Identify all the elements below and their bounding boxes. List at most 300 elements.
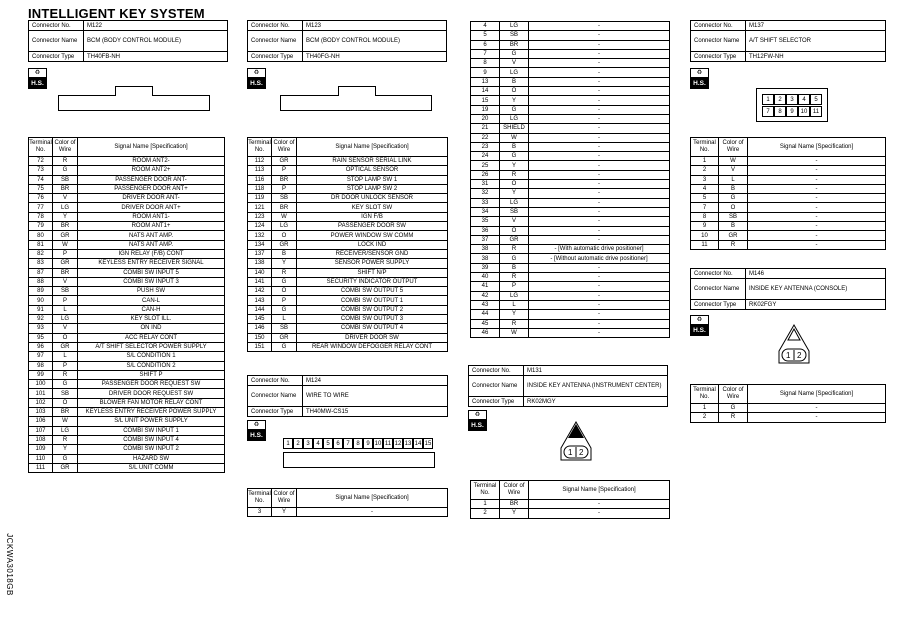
table-row <box>248 508 448 517</box>
terminal-no-cell: 22 <box>471 133 500 142</box>
pin-row-top <box>762 94 822 105</box>
signal-name-cell: - <box>529 22 670 31</box>
table-row <box>248 222 448 231</box>
wire-color-cell: GR <box>500 235 529 244</box>
table-row <box>471 300 670 309</box>
terminal-no-cell: 92 <box>29 315 53 324</box>
terminal-no-cell: 42 <box>471 291 500 300</box>
signal-name-cell: COMBI SW INPUT 4 <box>78 435 225 444</box>
table-row <box>471 207 670 216</box>
pin-label: 3 <box>786 94 798 105</box>
terminal-no-cell: 89 <box>29 287 53 296</box>
terminal-no-cell: 21 <box>471 124 500 133</box>
connector-info-m122 <box>28 20 228 62</box>
terminal-no-cell: 32 <box>471 189 500 198</box>
table-row <box>691 203 886 212</box>
terminal-no-cell: 19 <box>471 105 500 114</box>
terminal-no-cell: 142 <box>248 287 272 296</box>
signal-name-cell: STOP LAMP SW 2 <box>297 184 448 193</box>
terminal-no-cell: 6 <box>471 40 500 49</box>
wire-color-cell: P <box>272 166 297 175</box>
wire-color-cell: GR <box>53 342 78 351</box>
pin-table-m124-continued <box>470 21 670 338</box>
wire-color-cell: O <box>500 226 529 235</box>
wire-color-cell: V <box>53 277 78 286</box>
wire-color-cell: GR <box>719 231 748 240</box>
signal-name-cell: - <box>529 189 670 198</box>
table-row <box>29 445 225 454</box>
signal-name-cell: SENSOR POWER SUPPLY <box>297 259 448 268</box>
table-row <box>471 217 670 226</box>
signal-name-cell: IGN F/B <box>297 212 448 221</box>
signal-name-cell: - <box>748 404 886 413</box>
pin-label: 15 <box>423 438 433 449</box>
table-row <box>691 166 886 175</box>
signal-name-cell: - <box>529 152 670 161</box>
terminal-no-cell: 137 <box>248 249 272 258</box>
table-row <box>29 305 225 314</box>
label-connector-type: Connector Type <box>691 300 746 310</box>
signal-name-cell: - <box>748 184 886 193</box>
terminal-no-cell: 2 <box>691 166 719 175</box>
table-row <box>248 268 448 277</box>
wire-color-cell: P <box>500 282 529 291</box>
wire-color-cell: GR <box>53 259 78 268</box>
terminal-no-cell: 138 <box>248 259 272 268</box>
wire-color-cell: L <box>53 305 78 314</box>
connector-name-value: BCM (BODY CONTROL MODULE) <box>303 31 447 52</box>
wire-color-cell: B <box>500 77 529 86</box>
signal-name-cell: PASSENGER DOOR ANT+ <box>78 184 225 193</box>
signal-name-cell: - <box>529 49 670 58</box>
table-row <box>248 203 448 212</box>
terminal-no-cell: 134 <box>248 240 272 249</box>
connector-face-m124 <box>283 438 433 449</box>
wire-color-cell: V <box>719 166 748 175</box>
terminal-no-cell: 121 <box>248 203 272 212</box>
wire-color-cell: LG <box>500 114 529 123</box>
connector-no-value: M122 <box>84 21 228 31</box>
wire-color-cell: R <box>500 273 529 282</box>
connector-info-m146 <box>690 268 886 310</box>
signal-name-cell: PASSENGER DOOR SW <box>297 222 448 231</box>
signal-name-cell: SHIFT P <box>78 370 225 379</box>
wire-color-cell: LG <box>53 426 78 435</box>
wire-color-cell: LG <box>53 203 78 212</box>
signal-name-cell: S/L UNIT COMM <box>78 463 225 472</box>
wire-color-cell: GR <box>53 231 78 240</box>
pin-table-m124 <box>247 488 448 517</box>
table-row <box>248 157 448 166</box>
signal-name-cell: - <box>529 114 670 123</box>
wire-color-cell: Y <box>500 96 529 105</box>
signal-name-cell: ROOM ANT2- <box>78 157 225 166</box>
signal-name-cell: OPTICAL SENSOR <box>297 166 448 175</box>
pin-label: 12 <box>393 438 403 449</box>
terminal-no-cell: 111 <box>29 463 53 472</box>
pin-label: 10 <box>798 106 810 117</box>
table-row <box>29 352 225 361</box>
connector-no-value: M146 <box>746 269 886 279</box>
label-connector-no: Connector No. <box>469 366 524 376</box>
signal-name-cell: - <box>529 282 670 291</box>
table-row <box>29 315 225 324</box>
table-row <box>471 235 670 244</box>
signal-name-cell: PASSENGER DOOR ANT- <box>78 175 225 184</box>
signal-name-cell: DR DOOR UNLOCK SENSOR <box>297 194 448 203</box>
wire-color-cell: BR <box>500 40 529 49</box>
header-terminal-no: Terminal No. <box>471 481 500 500</box>
side-code: JCKWA3018GB <box>4 533 14 596</box>
connector-info-m137 <box>690 20 886 62</box>
pin-label: 8 <box>353 438 363 449</box>
terminal-no-cell: 9 <box>691 222 719 231</box>
table-row <box>29 184 225 193</box>
wire-color-cell: R <box>719 413 748 422</box>
terminal-no-cell: 5 <box>691 194 719 203</box>
terminal-no-cell: 101 <box>29 389 53 398</box>
pin-label: 1 <box>762 94 774 105</box>
signal-name-cell: - [Without automatic drive positioner] <box>529 254 670 263</box>
wire-color-cell: L <box>719 175 748 184</box>
terminal-no-cell: 9 <box>471 68 500 77</box>
signal-name-cell: - <box>529 87 670 96</box>
wire-color-cell: G <box>500 254 529 263</box>
table-row <box>29 333 225 342</box>
wire-color-cell: BR <box>53 184 78 193</box>
terminal-no-cell: 146 <box>248 324 272 333</box>
table-row <box>248 231 448 240</box>
signal-name-cell: COMBI SW OUTPUT 5 <box>297 287 448 296</box>
terminal-no-cell: 36 <box>471 226 500 235</box>
table-row <box>29 361 225 370</box>
signal-name-cell: KEYLESS ENTRY RECEIVER POWER SUPPLY <box>78 408 225 417</box>
label-connector-name: Connector Name <box>469 376 524 397</box>
wire-color-cell: BR <box>500 500 529 509</box>
signal-name-cell: - <box>529 68 670 77</box>
wire-color-cell: BR <box>53 222 78 231</box>
header-signal-name: Signal Name [Specification] <box>297 489 448 508</box>
wire-color-cell: L <box>272 315 297 324</box>
wire-color-cell: GR <box>272 157 297 166</box>
label-connector-name: Connector Name <box>248 386 303 407</box>
table-row <box>29 296 225 305</box>
signal-name-cell: S/L CONDITION 2 <box>78 361 225 370</box>
wire-color-cell: P <box>53 361 78 370</box>
table-row <box>471 152 670 161</box>
connector-no-value: M123 <box>303 21 447 31</box>
signal-name-cell: S/L UNIT POWER SUPPLY <box>78 417 225 426</box>
table-row <box>691 240 886 249</box>
table-row <box>471 124 670 133</box>
terminal-no-cell: 46 <box>471 328 500 337</box>
terminal-no-cell: 150 <box>248 333 272 342</box>
terminal-no-cell: 97 <box>29 352 53 361</box>
terminal-no-cell: 99 <box>29 370 53 379</box>
pin-label: 9 <box>363 438 373 449</box>
terminal-no-cell: 151 <box>248 342 272 351</box>
pin-table-m131 <box>470 480 670 519</box>
wire-color-cell: P <box>272 184 297 193</box>
wire-color-cell: G <box>272 342 297 351</box>
terminal-no-cell: 13 <box>471 77 500 86</box>
table-row <box>691 184 886 193</box>
signal-name-cell: RECEIVER/SENSOR GND <box>297 249 448 258</box>
terminal-no-cell: 23 <box>471 142 500 151</box>
pin-label: 3 <box>303 438 313 449</box>
terminal-no-cell: 14 <box>471 87 500 96</box>
signal-name-cell: PASSENGER DOOR REQUEST SW <box>78 380 225 389</box>
pin-label: 2 <box>774 94 786 105</box>
table-row <box>29 194 225 203</box>
wire-color-cell: GR <box>272 240 297 249</box>
signal-name-cell: ACC RELAY CONT <box>78 333 225 342</box>
pin-label: 7 <box>343 438 353 449</box>
table-row <box>471 40 670 49</box>
table-row <box>691 212 886 221</box>
wire-color-cell: W <box>500 133 529 142</box>
terminal-no-cell: 33 <box>471 198 500 207</box>
terminal-no-cell: 100 <box>29 380 53 389</box>
signal-name-cell: KEY SLOT ILL. <box>78 315 225 324</box>
wire-color-cell: SB <box>53 175 78 184</box>
table-row <box>248 324 448 333</box>
signal-name-cell: - <box>529 133 670 142</box>
terminal-no-cell: 102 <box>29 398 53 407</box>
connector-latch <box>338 86 376 96</box>
table-row <box>29 222 225 231</box>
table-row <box>29 389 225 398</box>
table-row <box>471 114 670 123</box>
wire-color-cell: LG <box>53 315 78 324</box>
table-row <box>471 161 670 170</box>
terminal-no-cell: 26 <box>471 170 500 179</box>
wire-color-cell: Y <box>500 310 529 319</box>
terminal-no-cell: 91 <box>29 305 53 314</box>
signal-name-cell: NATS ANT AMP. <box>78 240 225 249</box>
signal-name-cell: - <box>529 273 670 282</box>
hs-icon: ♻ H.S. <box>690 68 709 89</box>
wire-color-cell: W <box>53 417 78 426</box>
wire-color-cell: O <box>53 398 78 407</box>
wire-color-cell: O <box>719 203 748 212</box>
signal-name-cell: - <box>529 198 670 207</box>
wire-color-cell: R <box>53 157 78 166</box>
table-row <box>29 287 225 296</box>
page-title: INTELLIGENT KEY SYSTEM <box>28 6 205 21</box>
terminal-no-cell: 83 <box>29 259 53 268</box>
wire-color-cell: Y <box>272 508 297 517</box>
signal-name-cell: KEY SLOT SW <box>297 203 448 212</box>
terminal-no-cell: 73 <box>29 166 53 175</box>
label-connector-type: Connector Type <box>691 52 746 62</box>
signal-name-cell: DRIVER DOOR ANT- <box>78 194 225 203</box>
table-row <box>248 240 448 249</box>
table-row <box>248 305 448 314</box>
signal-name-cell: - <box>748 240 886 249</box>
terminal-no-cell: 38 <box>471 254 500 263</box>
connector-type-value: TH40FB-NH <box>84 52 228 62</box>
pin-label: 5 <box>323 438 333 449</box>
terminal-no-cell: 96 <box>29 342 53 351</box>
pin-label: 2 <box>293 438 303 449</box>
signal-name-cell: - <box>748 212 886 221</box>
wire-color-cell: G <box>53 166 78 175</box>
label-connector-name: Connector Name <box>248 31 303 52</box>
table-row <box>248 259 448 268</box>
wire-color-cell: LG <box>500 22 529 31</box>
signal-name-cell: - <box>748 222 886 231</box>
connector-face-m146 <box>776 323 812 367</box>
terminal-no-cell: 141 <box>248 277 272 286</box>
wire-color-cell: R <box>500 245 529 254</box>
signal-name-cell: - <box>529 291 670 300</box>
pin-label: 4 <box>313 438 323 449</box>
table-row <box>29 203 225 212</box>
wire-color-cell: G <box>719 404 748 413</box>
terminal-no-cell: 110 <box>29 454 53 463</box>
terminal-no-cell: 107 <box>29 426 53 435</box>
terminal-no-cell: 76 <box>29 194 53 203</box>
table-row <box>471 319 670 328</box>
signal-name-cell: ROOM ANT2+ <box>78 166 225 175</box>
signal-name-cell: - <box>748 194 886 203</box>
table-row <box>29 435 225 444</box>
hs-icon: ♻ H.S. <box>28 68 47 89</box>
signal-name-cell: NATS ANT AMP. <box>78 231 225 240</box>
signal-name-cell: - <box>529 226 670 235</box>
connector-name-value: WIRE TO WIRE <box>303 386 448 407</box>
terminal-no-cell: 35 <box>471 217 500 226</box>
signal-name-cell: - <box>529 500 670 509</box>
signal-name-cell: - [With automatic drive positioner] <box>529 245 670 254</box>
wire-color-cell: W <box>272 212 297 221</box>
signal-name-cell: - <box>529 207 670 216</box>
table-row <box>471 59 670 68</box>
wire-color-cell: R <box>53 370 78 379</box>
table-row <box>248 212 448 221</box>
wire-color-cell: R <box>500 319 529 328</box>
signal-name-cell: PUSH SW <box>78 287 225 296</box>
terminal-no-cell: 81 <box>29 240 53 249</box>
wire-color-cell: B <box>719 222 748 231</box>
terminal-no-cell: 79 <box>29 222 53 231</box>
pin-label: 1 <box>568 448 573 457</box>
wire-color-cell: R <box>500 170 529 179</box>
table-row <box>471 133 670 142</box>
pin-table-m123 <box>247 137 448 352</box>
wire-color-cell: G <box>272 305 297 314</box>
pin-table-m122 <box>28 137 225 473</box>
table-row <box>29 166 225 175</box>
table-row <box>691 222 886 231</box>
table-row <box>471 68 670 77</box>
wire-color-cell: G <box>272 277 297 286</box>
terminal-no-cell: 112 <box>248 157 272 166</box>
header-signal-name: Signal Name [Specification] <box>529 481 670 500</box>
label-connector-name: Connector Name <box>691 31 746 52</box>
table-row <box>29 277 225 286</box>
table-row <box>471 282 670 291</box>
header-signal-name: Signal Name [Specification] <box>297 138 448 157</box>
pin-label: 2 <box>797 351 802 360</box>
table-row <box>248 296 448 305</box>
table-row <box>471 254 670 263</box>
wire-color-cell: R <box>53 435 78 444</box>
wire-color-cell: G <box>53 454 78 463</box>
wire-color-cell: O <box>272 287 297 296</box>
terminal-no-cell: 5 <box>471 31 500 40</box>
signal-name-cell: COMBI SW OUTPUT 3 <box>297 315 448 324</box>
table-row <box>248 166 448 175</box>
signal-name-cell: ROOM ANT1- <box>78 212 225 221</box>
wire-color-cell: V <box>500 59 529 68</box>
terminal-no-cell: 44 <box>471 310 500 319</box>
terminal-no-cell: 39 <box>471 263 500 272</box>
signal-name-cell: COMBI SW OUTPUT 1 <box>297 296 448 305</box>
signal-name-cell: - <box>529 105 670 114</box>
wire-color-cell: G <box>500 152 529 161</box>
label-connector-type: Connector Type <box>29 52 84 62</box>
header-terminal-no: Terminal No. <box>691 385 719 404</box>
wire-color-cell: W <box>719 157 748 166</box>
table-row <box>29 426 225 435</box>
terminal-no-cell: 74 <box>29 175 53 184</box>
pin-label: 11 <box>810 106 822 117</box>
table-row <box>471 509 670 518</box>
terminal-no-cell: 43 <box>471 300 500 309</box>
signal-name-cell: COMBI SW OUTPUT 4 <box>297 324 448 333</box>
wire-color-cell: V <box>500 217 529 226</box>
signal-name-cell: RAIN SENSOR SERIAL LINK <box>297 157 448 166</box>
table-row <box>29 268 225 277</box>
terminal-no-cell: 95 <box>29 333 53 342</box>
signal-name-cell: CAN-H <box>78 305 225 314</box>
signal-name-cell: BLOWER FAN MOTOR RELAY CONT <box>78 398 225 407</box>
table-row <box>471 31 670 40</box>
table-row <box>471 87 670 96</box>
wire-color-cell: SB <box>719 212 748 221</box>
signal-name-cell: DRIVER DOOR REQUEST SW <box>78 389 225 398</box>
label-connector-type: Connector Type <box>248 52 303 62</box>
signal-name-cell: IGN RELAY (F/B) CONT <box>78 249 225 258</box>
table-row <box>691 404 886 413</box>
terminal-no-cell: 78 <box>29 212 53 221</box>
header-signal-name: Signal Name [Specification] <box>748 138 886 157</box>
label-connector-no: Connector No. <box>29 21 84 31</box>
wire-color-cell: W <box>500 328 529 337</box>
table-row <box>471 77 670 86</box>
header-color-of-wire: Color of Wire <box>500 481 529 500</box>
terminal-no-cell: 40 <box>471 273 500 282</box>
signal-name-cell: KEYLESS ENTRY RECEIVER SIGNAL <box>78 259 225 268</box>
wire-color-cell: SB <box>272 194 297 203</box>
terminal-no-cell: 80 <box>29 231 53 240</box>
table-row <box>471 142 670 151</box>
table-row <box>471 273 670 282</box>
table-row <box>248 184 448 193</box>
hs-icon: ♻ H.S. <box>247 420 266 441</box>
terminal-no-cell: 143 <box>248 296 272 305</box>
terminal-no-cell: 88 <box>29 277 53 286</box>
wire-color-cell: B <box>719 184 748 193</box>
wire-color-cell: LG <box>500 291 529 300</box>
wire-color-cell: LG <box>500 198 529 207</box>
wire-color-cell: O <box>53 333 78 342</box>
connector-info-m124 <box>247 375 448 417</box>
signal-name-cell: - <box>529 509 670 518</box>
signal-name-cell: DRIVER DOOR SW <box>297 333 448 342</box>
